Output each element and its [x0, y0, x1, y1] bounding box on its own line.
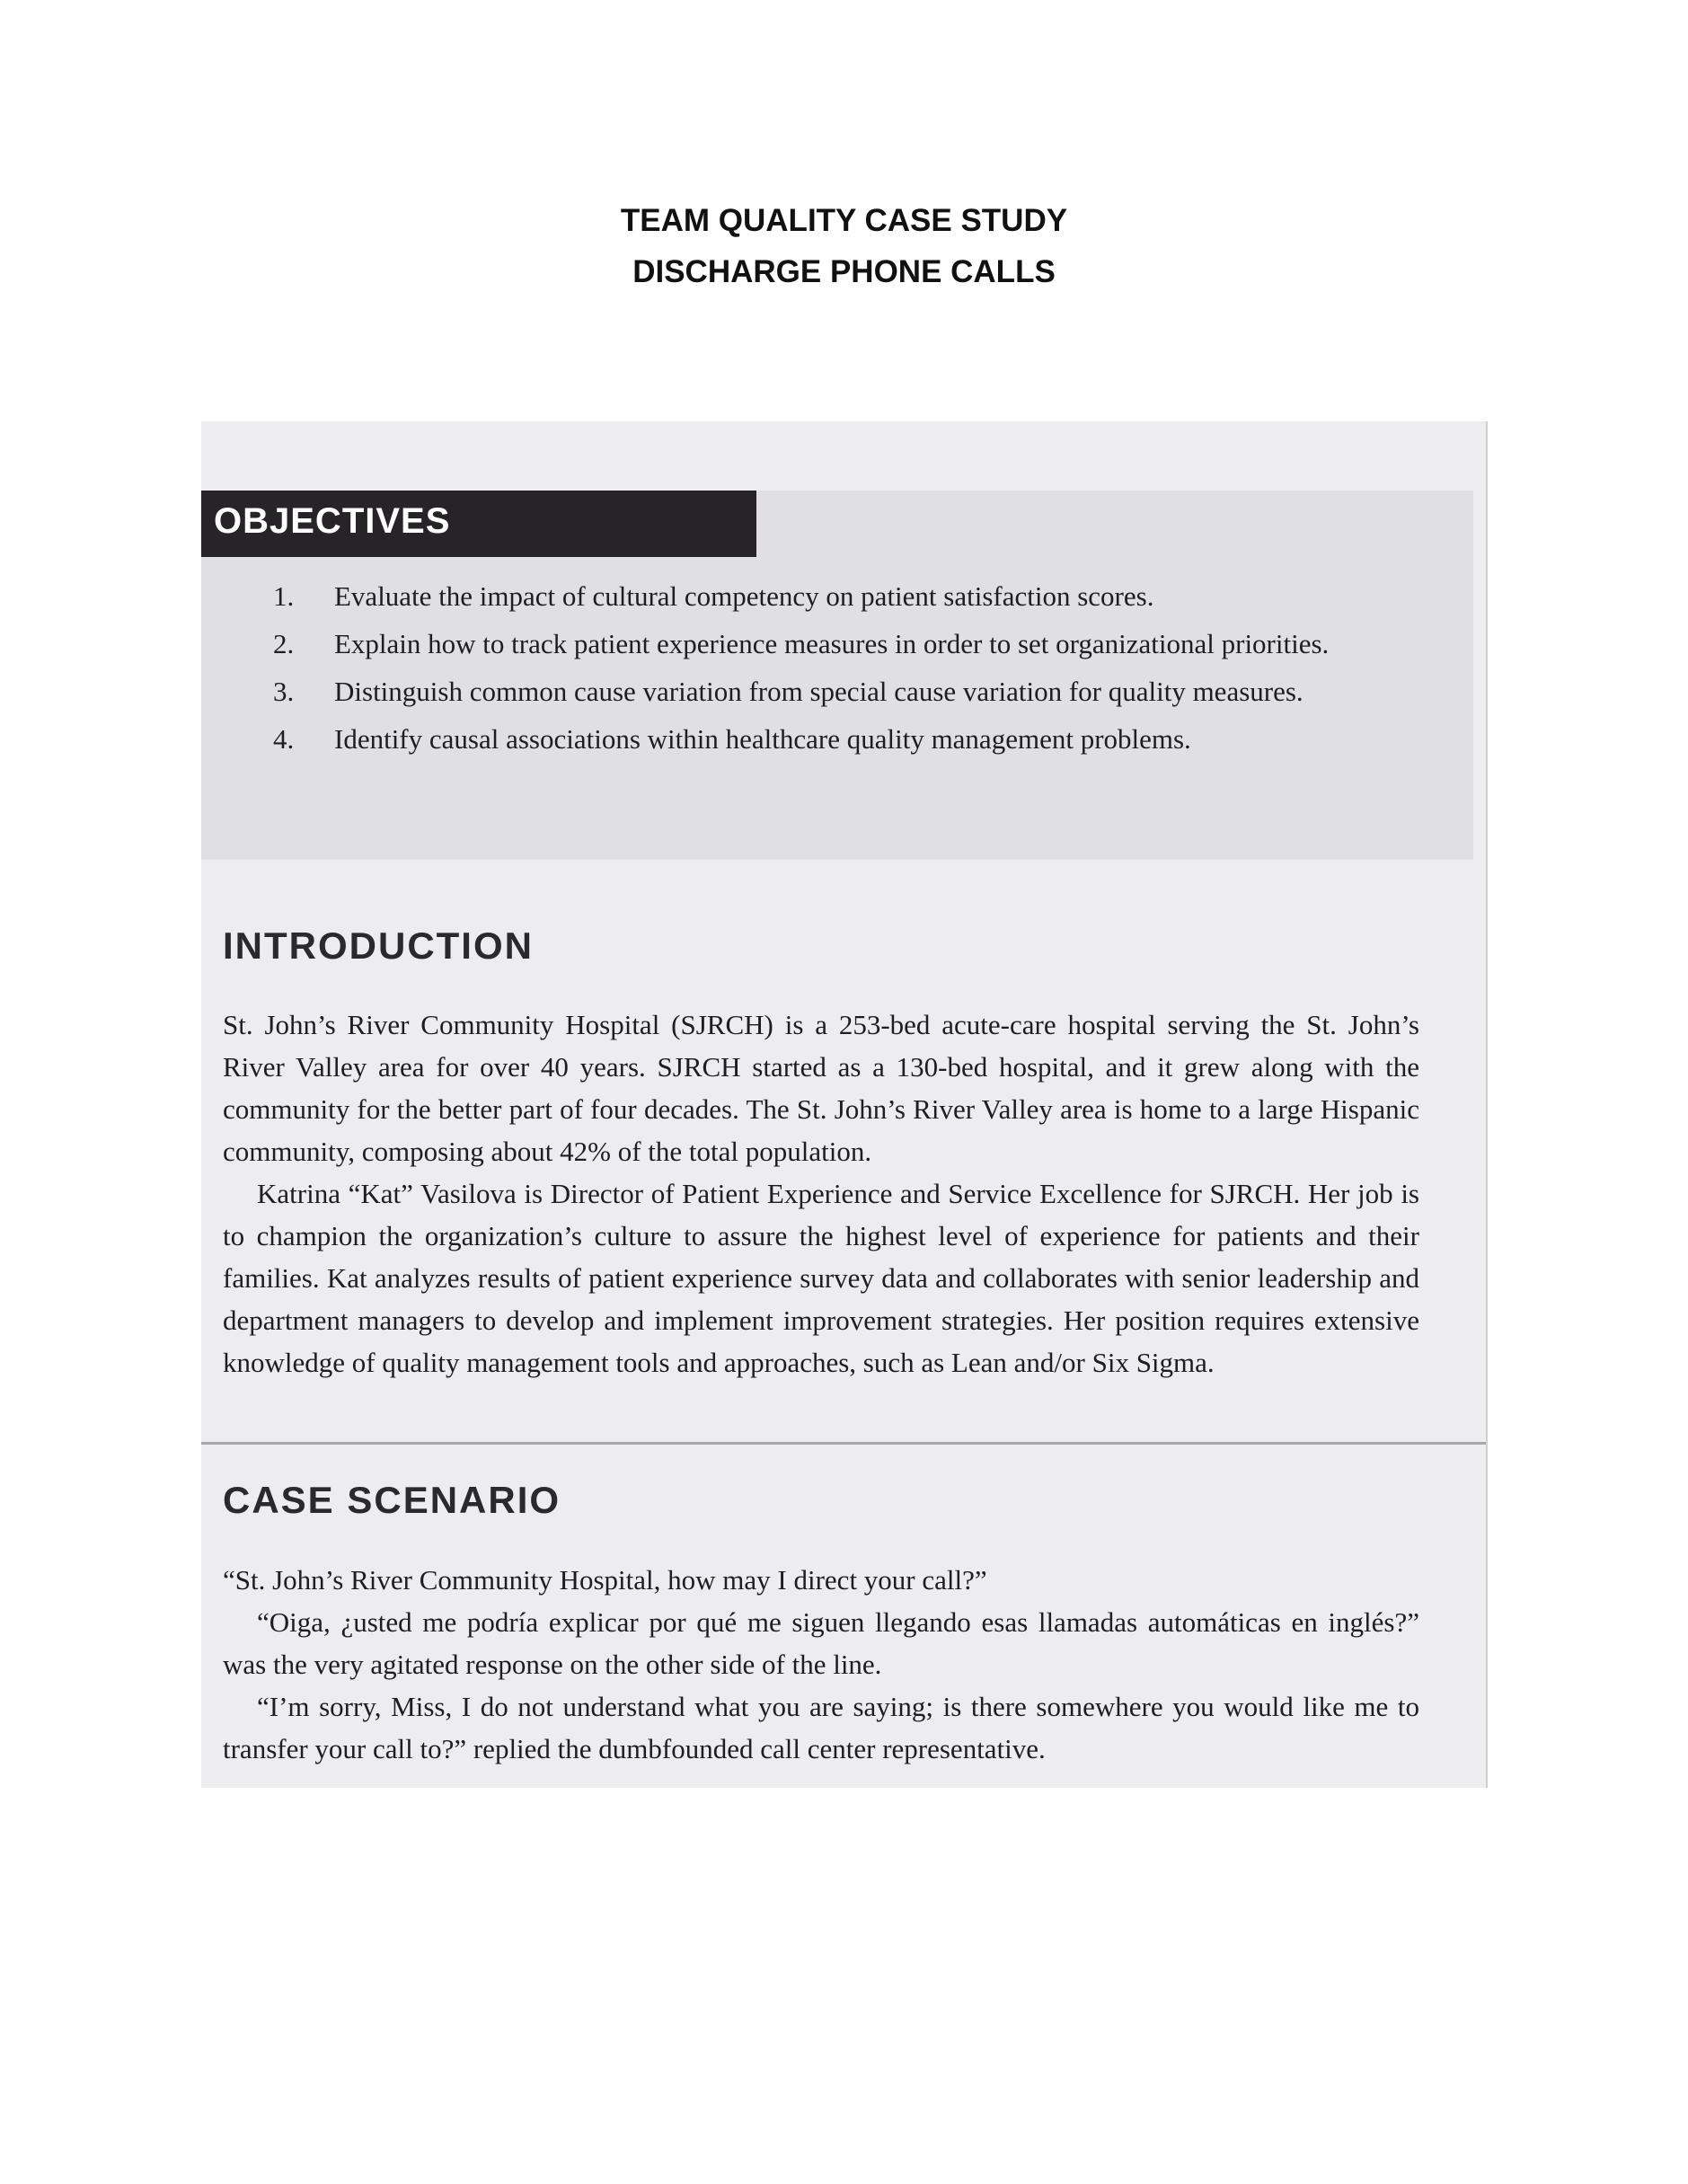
objectives-list [273, 576, 1351, 766]
objective-text: Evaluate the impact of cultural competency on patient satisfaction scores. [334, 580, 1154, 612]
objectives-heading: OBJECTIVES [214, 501, 451, 541]
introduction-body [223, 1004, 1419, 1384]
scenario-paragraph: “St. John’s River Community Hospital, how may I direct your call?” [223, 1564, 987, 1596]
objective-item [273, 671, 1351, 712]
objective-number: 2. [273, 628, 295, 659]
scenario-paragraph: “Oiga, ¿usted me podría explicar por qué me siguen llegando esas llamadas automáticas en inglés?” was the very agitated response on the other side of the line. [223, 1606, 1419, 1680]
introduction-paragraph: Katrina “Kat” Vasilova is Director of Patient Experience and Service Excellence for SJRCH. Her job is to champion the organization’s culture to assure the highest level of experience for patients and their families. Kat analyzes results of patient experience survey data and collaborates with senior leadership and department managers to develop and implement improvement strategies. Her position requires extensive knowledge of quality management tools and approaches, such as Lean and/or Six Sigma. [223, 1178, 1419, 1378]
objective-text: Distinguish common cause variation from special cause variation for quality measures. [334, 676, 1304, 707]
document-title: TEAM QUALITY CASE STUDY [620, 203, 1068, 238]
introduction-paragraph: St. John’s River Community Hospital (SJRCH) is a 253-bed acute-care hospital serving the St. John’s River Valley area for over 40 years. SJRCH started as a 130-bed hospital, and it grew along with the community for the better part of four decades. The St. John’s River Valley area is home to a large Hispanic community, composing about 42% of the total population. [223, 1009, 1419, 1167]
case-scenario-heading: CASE SCENARIO [223, 1479, 561, 1521]
case-scenario-body [223, 1559, 1419, 1770]
objectives-header-bar [201, 491, 756, 557]
section-divider [201, 1442, 1486, 1445]
document-subtitle: DISCHARGE PHONE CALLS [632, 254, 1056, 289]
scenario-paragraph: “I’m sorry, Miss, I do not understand what you are saying; is there somewhere you would like me to transfer your call to?” replied the dumbfounded call center representative. [223, 1691, 1419, 1764]
objective-number: 4. [273, 723, 295, 755]
objective-text: Explain how to track patient experience measures in order to set organizational priorities. [334, 628, 1330, 659]
objective-number: 3. [273, 676, 295, 707]
objective-number: 1. [273, 580, 295, 612]
objective-item [273, 623, 1351, 664]
introduction-heading: INTRODUCTION [223, 924, 534, 967]
objective-text: Identify causal associations within healthcare quality management problems. [334, 723, 1191, 755]
objective-item [273, 576, 1351, 616]
objective-item [273, 719, 1351, 759]
scanned-page [201, 421, 1488, 1788]
